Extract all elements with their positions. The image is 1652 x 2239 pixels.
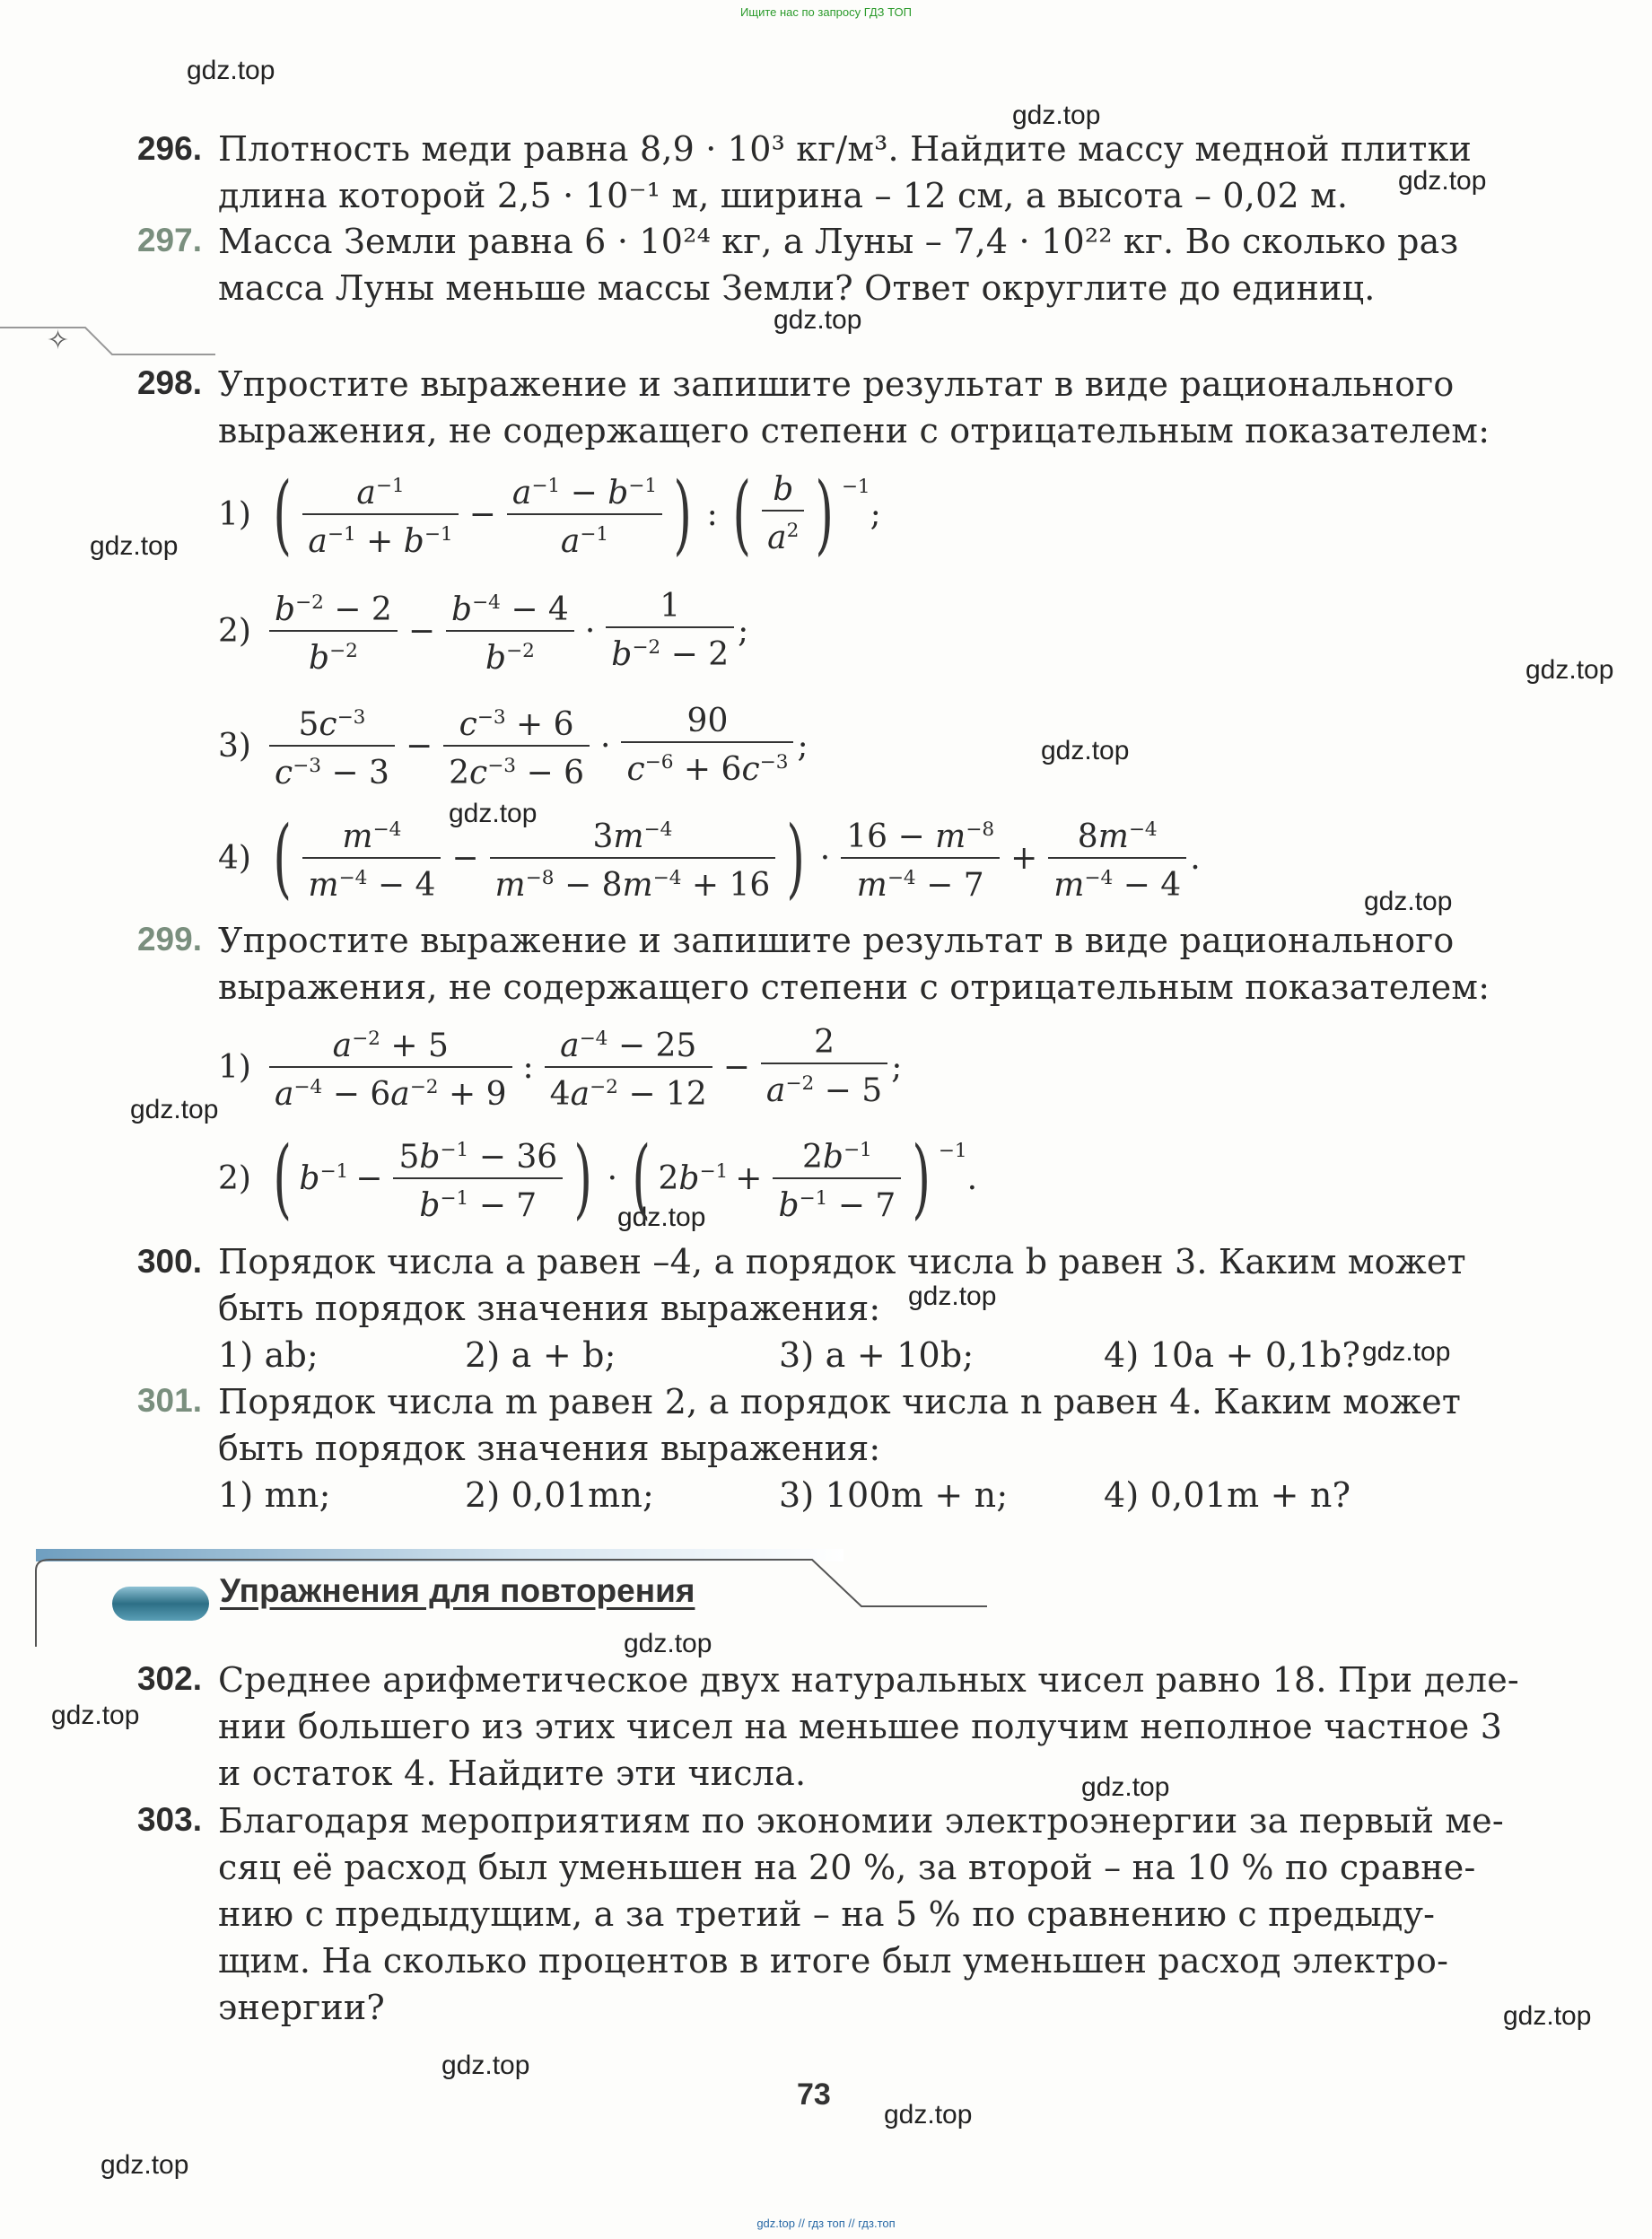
expression-298-1: 1) ( $a^{-1}$ $a^{-1} + b^{-1}$ − $\frac{a^{-1} - b^{-1}}{a^{-1}}$ ) : ( b $a^2$ ) $^{-1}$ ; — [218, 464, 881, 564]
problem-296-line2: длина которой 2,5 · 10⁻¹ м, ширина – 12 см, а высота – 0,02 м. — [218, 176, 1349, 215]
problem-303-line4: щим. На сколько процентов в итоге был уменьшен расход электро- — [218, 1941, 1449, 1981]
problem-298-line2: выражения, не содержащего степени с отрицательным показателем: — [218, 411, 1490, 450]
problem-302-line2: нии большего из этих чисел на меньшее получим неполное частное 3 — [218, 1707, 1503, 1746]
page-number: 73 — [797, 2077, 831, 2112]
problem-number: 299. — [136, 921, 202, 958]
problem-299-line2: выражения, не содержащего степени с отрицательным показателем: — [218, 967, 1490, 1007]
problem-300-line2: быть порядок значения выражения: — [218, 1289, 881, 1328]
bottom-note: gdz.top // гдз топ // гдз.топ — [756, 2217, 896, 2230]
problem-300-option1: 1) ab; — [218, 1335, 319, 1375]
watermark: gdz.top — [101, 2150, 189, 2180]
expression-299-1: 1) $a^{-2} + 5$ $a^{-4} - 6a^{-2} + 9$ : $a^{-4} - 25$ $4a^{-2} - 12$ − $\frac{2}{a^{-2} - 5}$ ; — [218, 1021, 902, 1113]
watermark: gdz.top — [1362, 1337, 1451, 1367]
problem-301-line2: быть порядок значения выражения: — [218, 1429, 881, 1468]
problem-297-line2: масса Луны меньше массы Земли? Ответ округлите до единиц. — [218, 268, 1376, 308]
watermark: gdz.top — [441, 2051, 530, 2080]
watermark: gdz.top — [1503, 2001, 1592, 2031]
problem-302-line3: и остаток 4. Найдите эти числа. — [218, 1754, 807, 1793]
expression-299-2: 2) ( $b^{-1}$ − $\frac{5b^{-1} - 36}{b^{-1} - 7}$ ) · ( $2b^{-1}$ + $\frac{2b^{-1}}{b^{-1} - 7}$ ) $^{-1}$ . — [218, 1128, 978, 1229]
problem-300-option2: 2) a + b; — [465, 1335, 616, 1375]
problem-301-option2: 2) 0,01mn; — [465, 1475, 654, 1515]
problem-297-line1: Масса Земли равна 6 · 10²⁴ кг, а Луны – 7,4 · 10²² кг. Во сколько раз — [218, 222, 1459, 261]
watermark: gdz.top — [774, 305, 862, 335]
problem-299-line1: Упростите выражение и запишите результат в виде рационального — [218, 921, 1455, 960]
watermark: gdz.top — [1012, 101, 1101, 130]
problem-301-option1: 1) mn; — [218, 1475, 331, 1515]
problem-300-option4: 4) 10a + 0,1b? — [1104, 1335, 1361, 1375]
expression-298-3: 3) $5c^{-3}$ $c^{-3} - 3$ − $\frac{c^{-3} + 6}{2c^{-3} - 6}$ · 90 $c^{-6} + 6c^{-3}$ ; — [218, 700, 809, 792]
section-pill-icon — [112, 1587, 209, 1621]
problem-301-option3: 3) 100m + n; — [779, 1475, 1009, 1515]
problem-298-line1: Упростите выражение и запишите результат в виде рационального — [218, 364, 1455, 404]
watermark: gdz.top — [51, 1701, 140, 1730]
problem-303-line5: энергии? — [218, 1988, 385, 2027]
watermark: gdz.top — [884, 2100, 973, 2130]
watermark: gdz.top — [617, 1203, 706, 1232]
section-divider — [0, 319, 233, 363]
problem-301-line1: Порядок числа m равен 2, а порядок числа n равен 4. Каким может — [218, 1382, 1462, 1421]
watermark: gdz.top — [624, 1629, 712, 1658]
problem-number: 300. — [136, 1243, 202, 1280]
section-title: Упражнения для повторения — [220, 1572, 695, 1609]
watermark: gdz.top — [908, 1281, 997, 1311]
problem-303-line1: Благодаря мероприятиям по экономии электроэнергии за первый ме- — [218, 1801, 1504, 1841]
problem-number: 302. — [136, 1660, 202, 1697]
watermark: gdz.top — [1081, 1772, 1170, 1802]
watermark: gdz.top — [1525, 655, 1614, 685]
problem-303-line2: сяц её расход был уменьшен на 20 %, за второй – на 10 % по сравне- — [218, 1848, 1476, 1887]
problem-number: 298. — [136, 364, 202, 401]
problem-number: 297. — [136, 222, 202, 258]
problem-303-line3: нию с предыдущим, а за третий – на 5 % по сравнению с предыду- — [218, 1894, 1436, 1934]
watermark: gdz.top — [449, 799, 538, 828]
problem-296-line1: Плотность меди равна 8,9 · 10³ кг/м³. Найдите массу медной плитки — [218, 129, 1473, 169]
watermark: gdz.top — [1364, 887, 1453, 916]
problem-number: 296. — [136, 130, 202, 167]
problem-300-line1: Порядок числа a равен –4, а порядок числа b равен 3. Каким может — [218, 1242, 1466, 1281]
problem-number: 301. — [136, 1382, 202, 1419]
problem-number: 303. — [136, 1801, 202, 1838]
watermark: gdz.top — [1041, 736, 1130, 765]
expression-298-4: 4) ( $m^{-4}$ $m^{-4} - 4$ − $\frac{3m^{-4}}{m^{-8} - 8m^{-4} + 16}$ ) · $16 - m^{-8}$ $m^{-4} - 7$ + $\frac{8m^{-4}}{m^{-4} - 4}$ . — [218, 808, 1201, 908]
watermark: gdz.top — [187, 56, 275, 85]
star-icon: ✧ — [47, 325, 70, 356]
watermark: gdz.top — [130, 1095, 219, 1124]
watermark: gdz.top — [90, 531, 179, 561]
problem-301-option4: 4) 0,01m + n? — [1104, 1475, 1351, 1515]
expression-298-2: 2) $b^{-2} - 2$ $b^{-2}$ − $\frac{b^{-4} - 4}{b^{-2}}$ · 1 $b^{-2} - 2$ ; — [218, 585, 748, 677]
problem-302-line1: Среднее арифметическое двух натуральных чисел равно 18. При деле- — [218, 1660, 1519, 1700]
problem-300-option3: 3) a + 10b; — [779, 1335, 975, 1375]
top-note: Ищите нас по запросу ГДЗ ТОП — [740, 5, 912, 19]
watermark: gdz.top — [1398, 166, 1487, 196]
